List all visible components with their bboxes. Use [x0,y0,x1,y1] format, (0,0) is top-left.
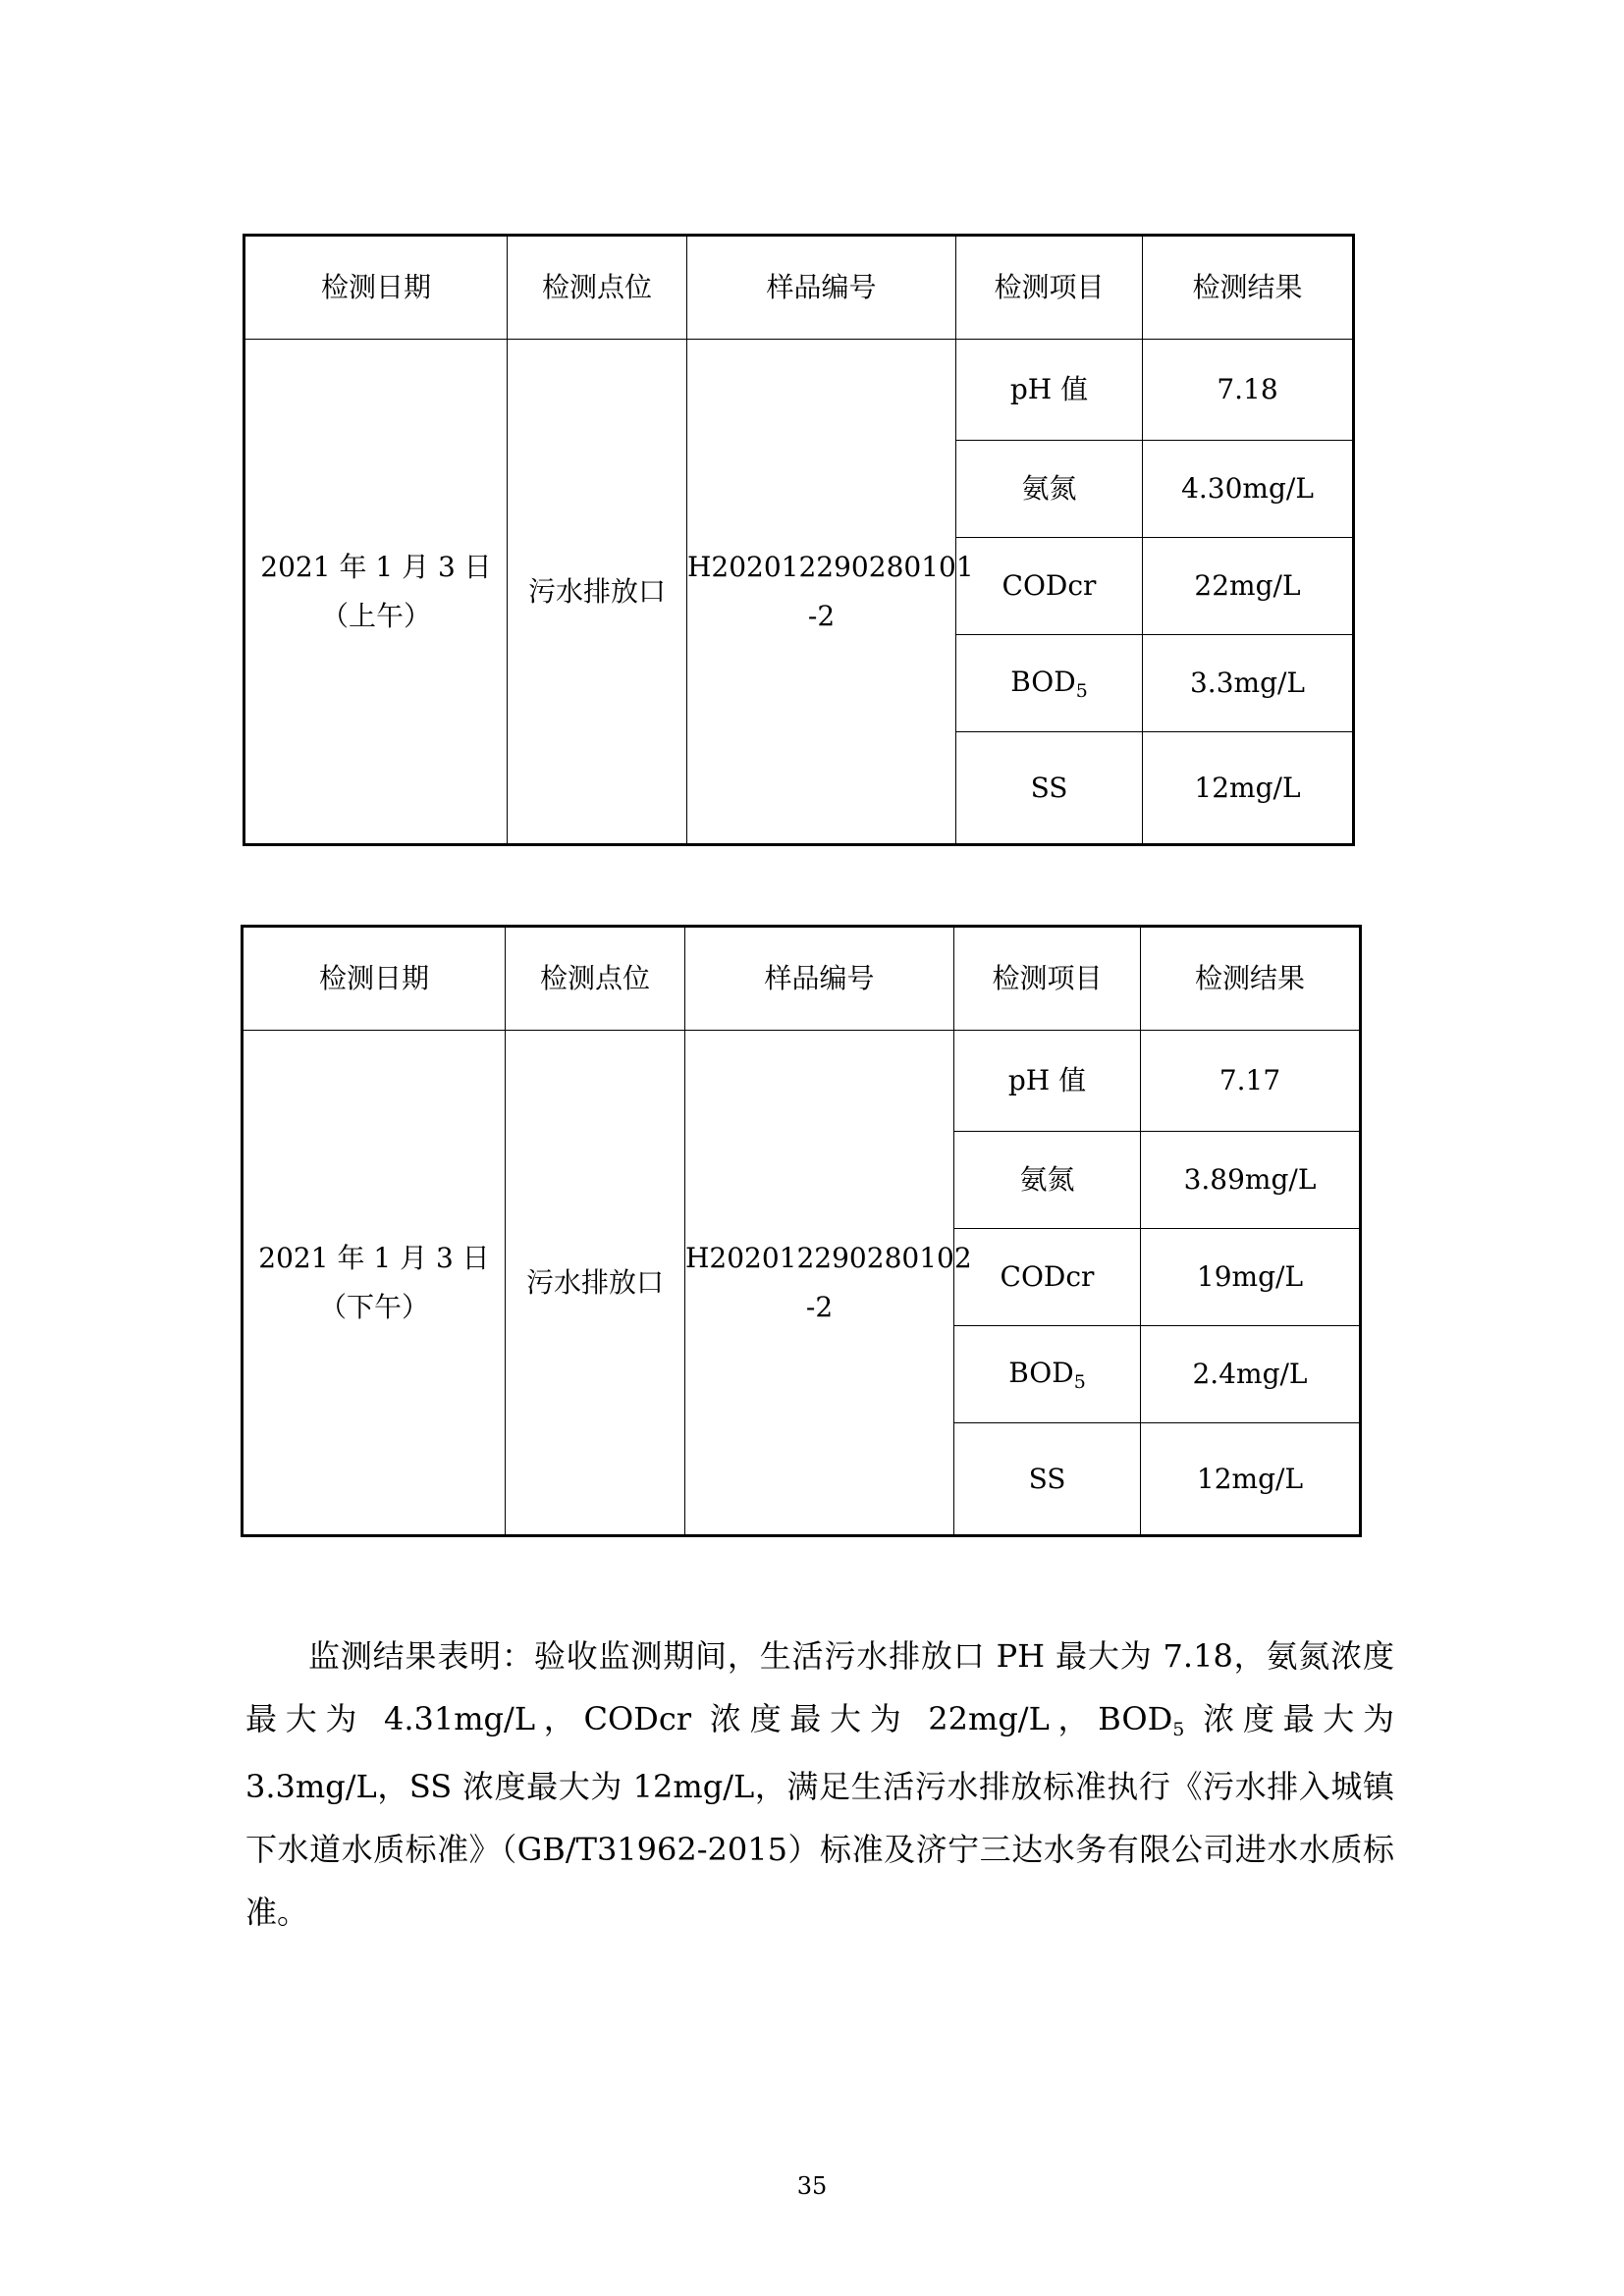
result-cell: 2.4mg/L [1141,1326,1361,1423]
item-cell: SS [954,1423,1141,1536]
item-cell: CODcr [954,1229,1141,1326]
table-row [244,340,1354,441]
header-result: 检测结果 [1143,236,1354,340]
item-cell: CODcr [956,538,1143,635]
date-text: 2021 年 1 月 3 日 [258,1241,490,1274]
item-text: BOD [1010,665,1076,698]
conclusion-paragraph [245,1625,1394,1944]
date-cell [243,1031,506,1536]
item-cell: SS [956,732,1143,845]
item-cell [954,1326,1141,1423]
item-cell: 氨氮 [954,1132,1141,1229]
header-sample-id: 样品编号 [687,236,956,340]
result-cell: 3.3mg/L [1143,635,1354,732]
result-cell: 7.18 [1143,340,1354,441]
header-result: 检测结果 [1141,927,1361,1031]
result-cell: 4.30mg/L [1143,441,1354,538]
item-cell: 氨氮 [956,441,1143,538]
location-cell: 污水排放口 [506,1031,685,1536]
period-text: （下午） [318,1290,429,1323]
item-subscript: 5 [1073,1370,1086,1393]
sample-id-cell [685,1031,972,1536]
sample-id-line1: H202012290280101 [687,550,974,583]
table-header-row [244,236,1354,340]
header-item: 检测项目 [956,236,1143,340]
conclusion-text-part2: 浓度最大为 3.3mg/L，SS 浓度最大为 12mg/L，满足生活污水排放标准执行《污水排入城镇下水道水质标准》（GB/T31962-2015）标准及济宁三达水务有限公司进水水质标准。 [245,1700,1394,1931]
header-date: 检测日期 [244,236,508,340]
header-location: 检测点位 [508,236,687,340]
conclusion-subscript: 5 [1172,1719,1185,1740]
result-cell: 7.17 [1141,1031,1361,1132]
header-item: 检测项目 [954,927,1141,1031]
date-text: 2021 年 1 月 3 日 [260,550,492,583]
item-subscript: 5 [1075,679,1088,702]
result-cell: 12mg/L [1141,1423,1361,1536]
results-table-morning [243,234,1355,846]
sample-id-line2: -2 [807,599,836,632]
period-text: （上午） [320,599,431,632]
item-cell: pH 值 [956,340,1143,441]
conclusion-text-part1: 监测结果表明：验收监测期间，生活污水排放口 PH 最大为 7.18，氨氮浓度最大为 4.31mg/L，CODcr 浓度最大为 22mg/L，BOD [245,1637,1394,1737]
page-number: 35 [796,2172,828,2200]
sample-id-line2: -2 [805,1290,834,1323]
item-cell: pH 值 [954,1031,1141,1132]
result-cell: 3.89mg/L [1141,1132,1361,1229]
results-table-afternoon [241,925,1362,1537]
table-header-row [243,927,1361,1031]
sample-id-cell [687,340,974,845]
header-date: 检测日期 [243,927,506,1031]
header-sample-id: 样品编号 [685,927,954,1031]
result-cell: 19mg/L [1141,1229,1361,1326]
table-row [243,1031,1361,1132]
item-text: BOD [1008,1356,1074,1389]
header-location: 检测点位 [506,927,685,1031]
date-cell [244,340,508,845]
result-cell: 22mg/L [1143,538,1354,635]
location-cell: 污水排放口 [508,340,687,845]
sample-id-line1: H202012290280102 [685,1241,972,1274]
result-cell: 12mg/L [1143,732,1354,845]
item-cell [956,635,1143,732]
